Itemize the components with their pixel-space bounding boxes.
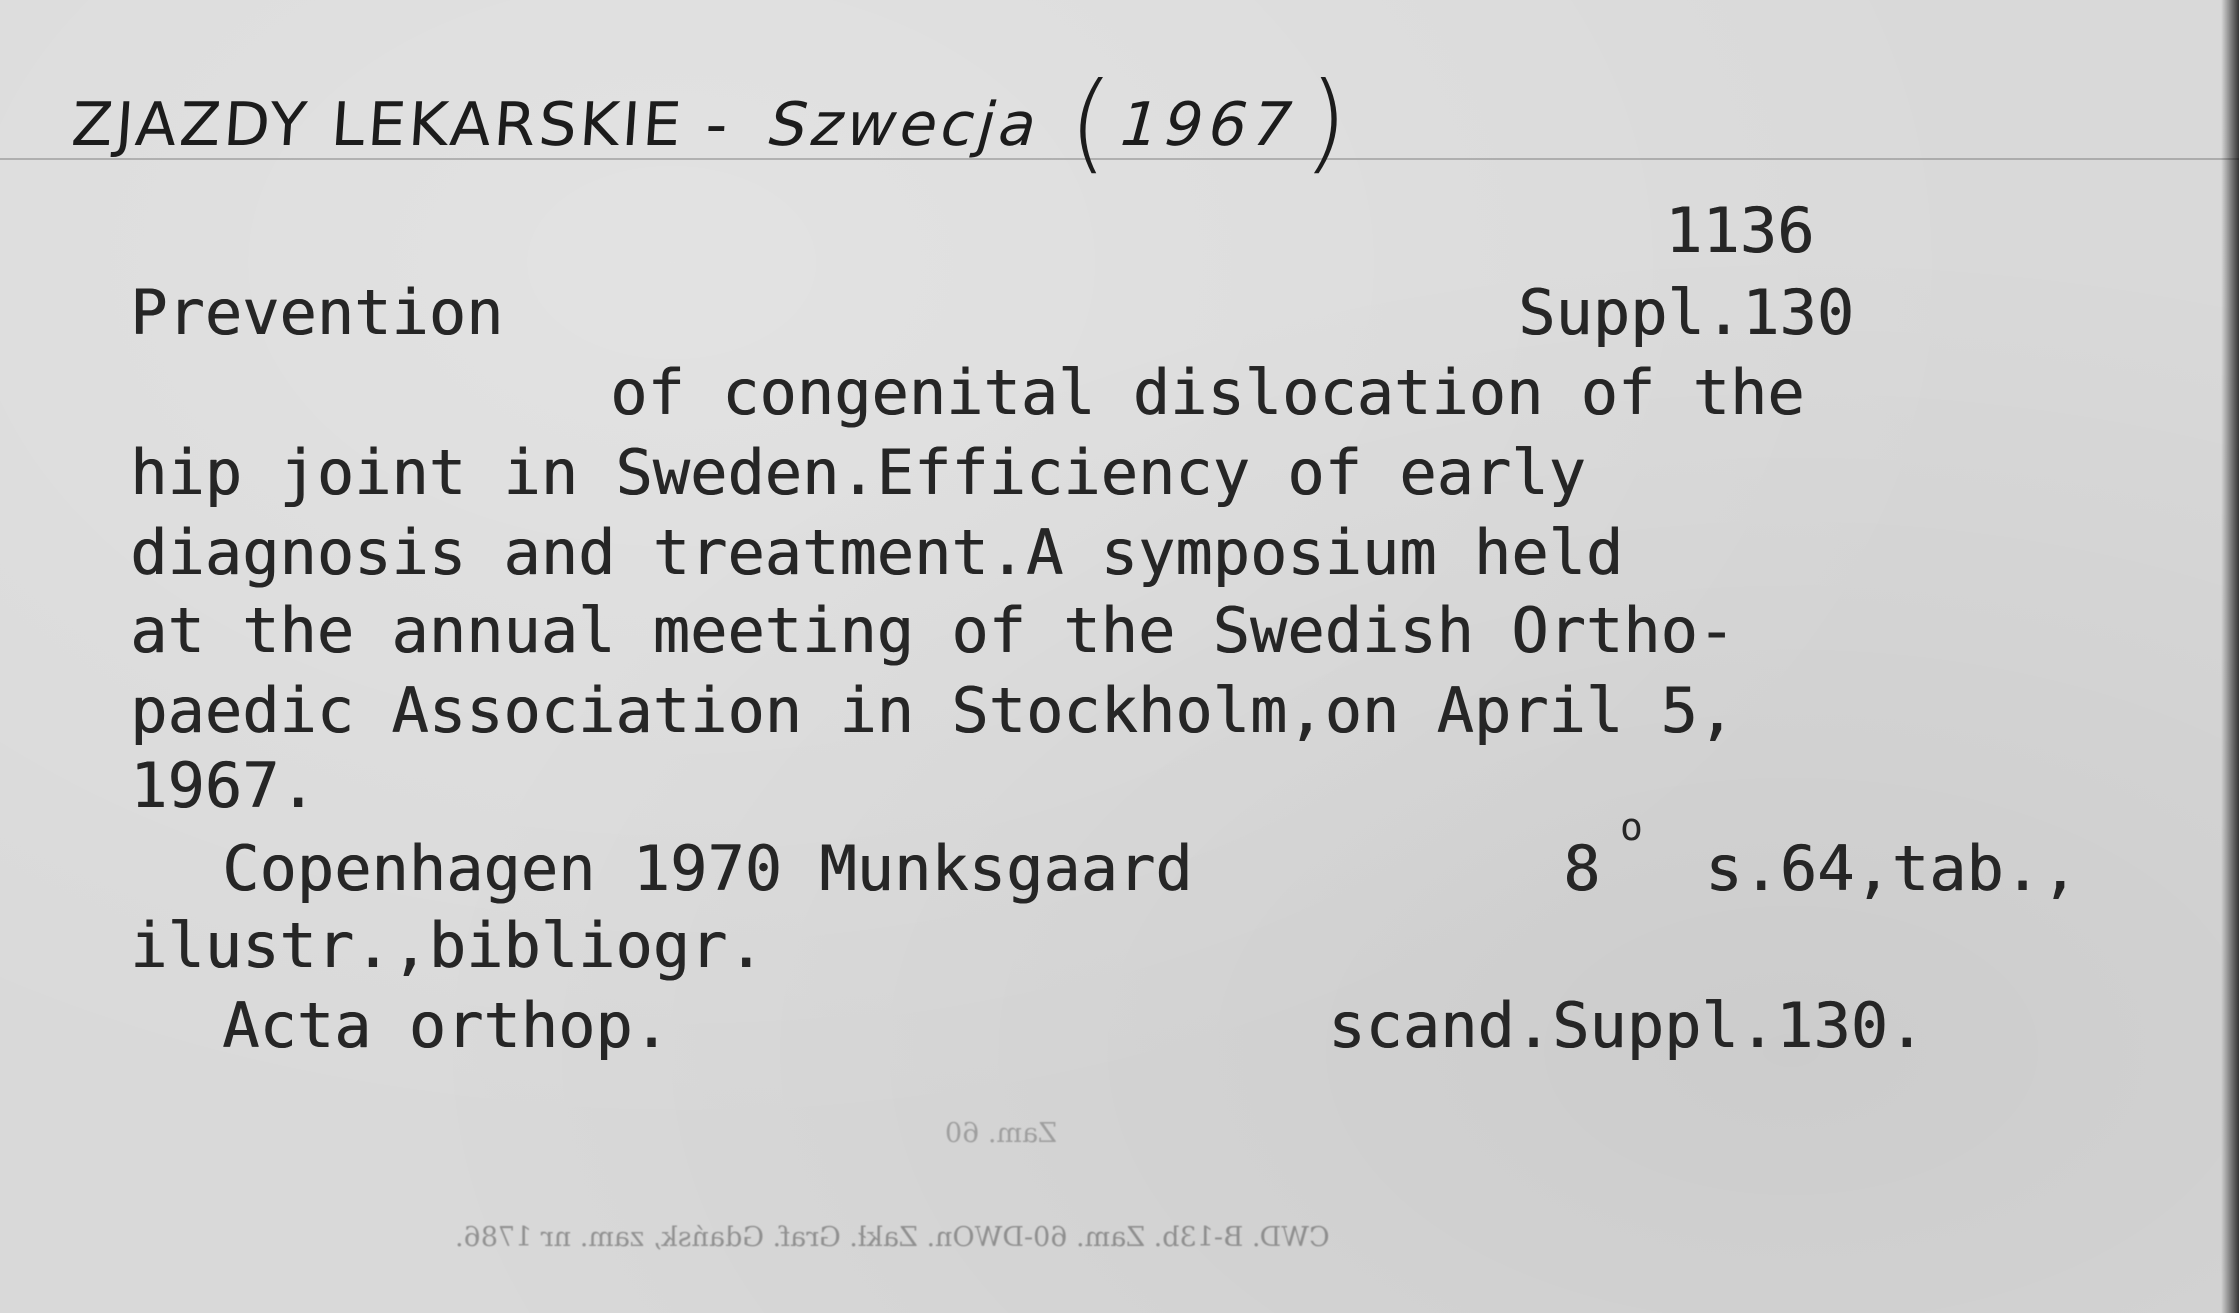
imprint-pagination: s.64,tab., xyxy=(1705,832,2079,905)
series-left: Acta orthop. xyxy=(222,989,670,1062)
imprint-format-degree: o xyxy=(1620,805,1643,849)
heading-paren-open: ( xyxy=(1064,60,1118,185)
body-line-1: of congenital dislocation of the xyxy=(610,356,1805,429)
body-line-3: diagnosis and treatment.A symposium held xyxy=(130,516,1624,589)
imprint-format-number: 8 xyxy=(1563,832,1601,905)
imprint-place-year-publisher: Copenhagen 1970 Munksgaard xyxy=(222,832,1193,905)
series-right: scand.Suppl.130. xyxy=(1328,989,1926,1062)
series-reference: Suppl.130 xyxy=(1518,276,1854,349)
heading-paren-close: ) xyxy=(1301,60,1355,185)
body-line-4: at the annual meeting of the Swedish Ortho- xyxy=(130,594,1736,667)
heading-year: 1967 xyxy=(1118,90,1300,160)
body-line-6: 1967. xyxy=(130,749,317,822)
imprint-second-line: ilustr.,bibliogr. xyxy=(130,909,765,982)
heading-country: Szwecja xyxy=(767,90,1043,160)
heading-subject: ZJAZDY LEKARSKIE - xyxy=(69,90,733,160)
title-first-word: Prevention xyxy=(130,276,504,349)
body-line-2: hip joint in Sweden.Efficiency of early xyxy=(130,436,1586,509)
body-line-5: paedic Association in Stockholm,on April 5, xyxy=(130,674,1736,747)
reverse-side-show-through-2: CWD. B-13b. Zam. 60-DWOn. Zakł. Graf. Gdańsk, zam. nr 1786. xyxy=(455,1222,1330,1253)
handwritten-subject-heading xyxy=(68,60,1363,185)
reverse-side-show-through-1: Zam. 60 xyxy=(945,1118,1057,1149)
catalog-number: 1136 xyxy=(1665,194,1815,267)
